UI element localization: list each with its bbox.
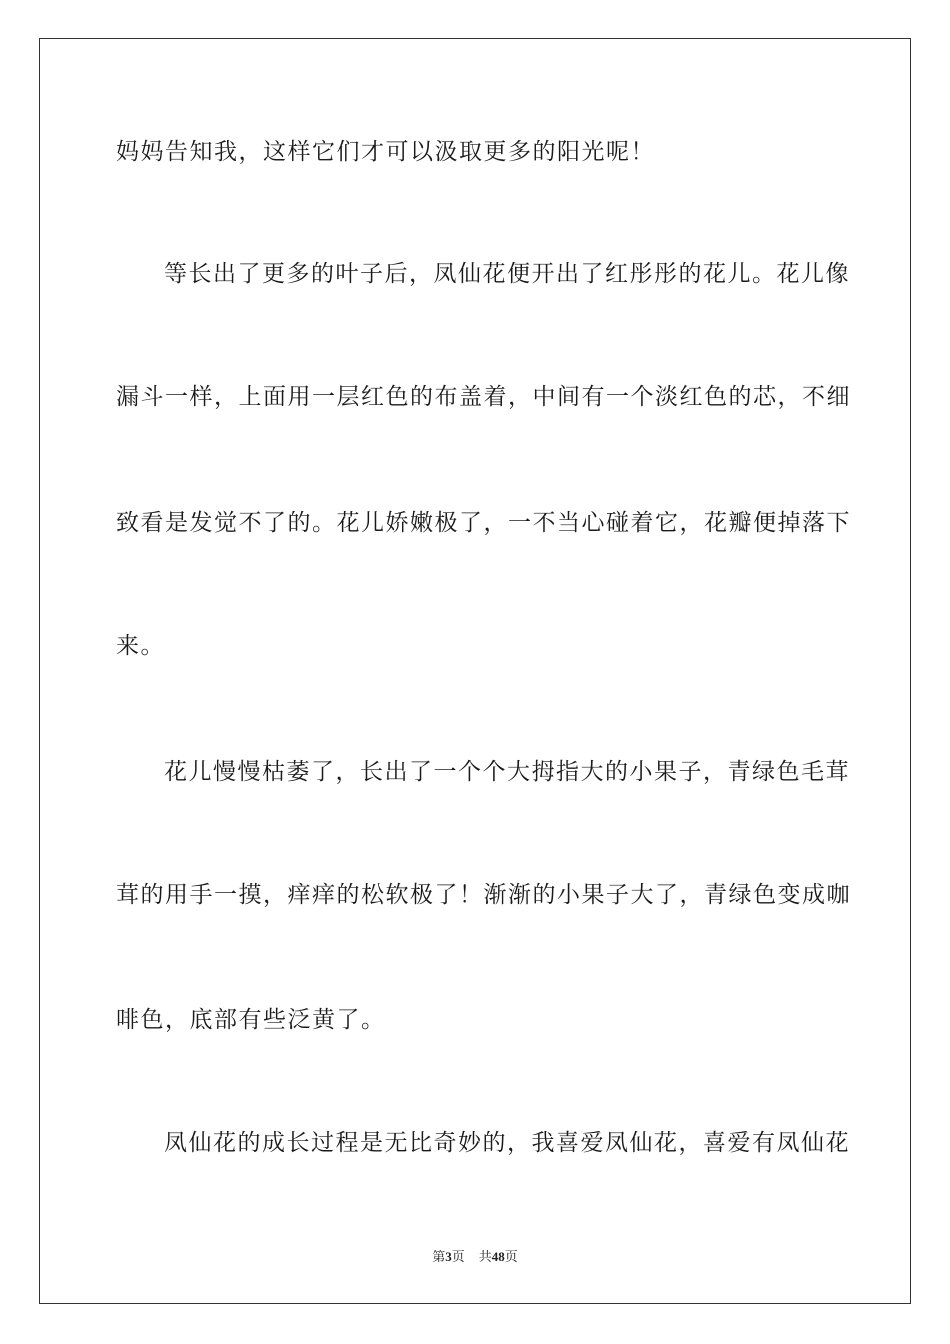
total-prefix: 共	[478, 1249, 492, 1264]
paragraph-line: 花儿慢慢枯萎了，长出了一个个大拇指大的小果子，青绿色毛茸	[164, 759, 850, 785]
page-number: 3	[445, 1249, 452, 1264]
paragraph-line: 等长出了更多的叶子后，凤仙花便开出了红彤彤的花儿。花儿像	[164, 261, 850, 287]
page-border	[39, 38, 911, 1304]
paragraph-line: 来。	[116, 633, 165, 659]
page-suffix: 页	[451, 1249, 465, 1264]
total-suffix: 页	[504, 1249, 518, 1264]
paragraph-line: 凤仙花的成长过程是无比奇妙的，我喜爱凤仙花，喜爱有凤仙花	[164, 1130, 850, 1156]
total-pages: 48	[491, 1249, 505, 1264]
paragraph-line: 妈妈告知我，这样它们才可以汲取更多的阳光呢！	[116, 139, 655, 165]
page-prefix: 第	[432, 1249, 446, 1264]
paragraph-line: 漏斗一样，上面用一层红色的布盖着，中间有一个淡红色的芯，不细	[116, 384, 851, 410]
paragraph-line: 茸的用手一摸，痒痒的松软极了！渐渐的小果子大了，青绿色变成咖	[116, 882, 851, 908]
paragraph-line: 啡色，底部有些泛黄了。	[116, 1007, 386, 1033]
page-footer	[0, 1246, 950, 1265]
paragraph-line: 致看是发觉不了的。花儿娇嫩极了，一不当心碰着它，花瓣便掉落下	[116, 510, 851, 536]
